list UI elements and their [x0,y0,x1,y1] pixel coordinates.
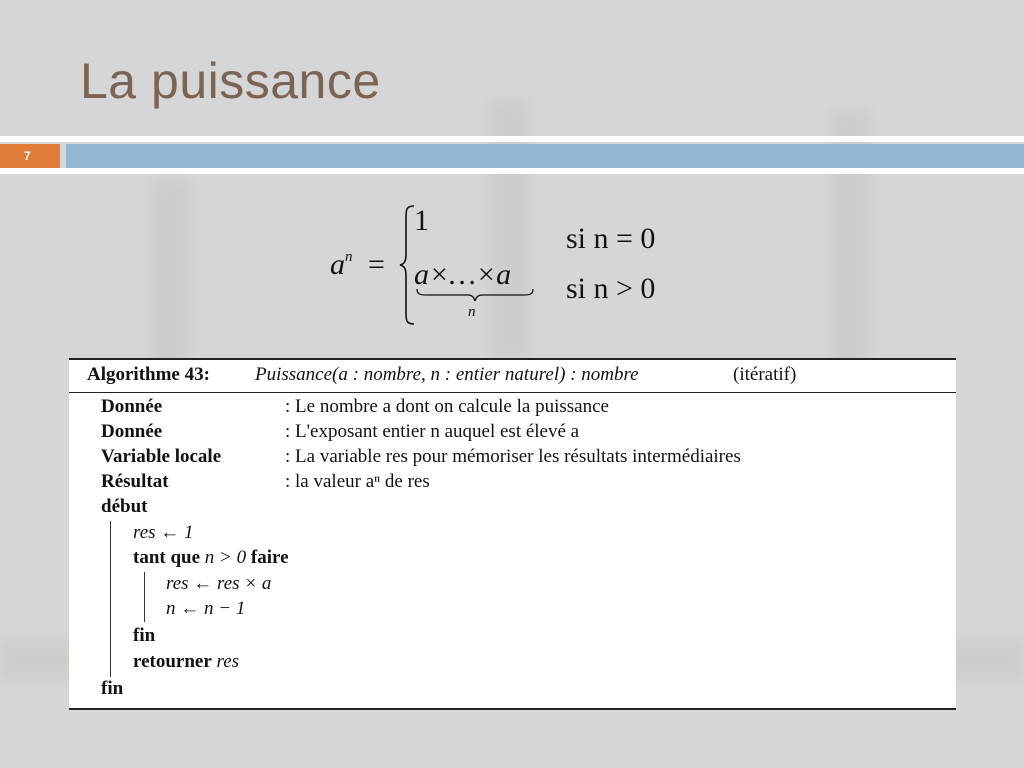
return-value: res [216,651,240,672]
power-formula [0,0,1024,340]
block-rule-inner [144,572,145,622]
declaration-label: Donnée [101,421,163,442]
algo-loop-line-1: res ← res × a [166,573,272,594]
formula-equals: = [368,248,385,281]
while-do-keyword: faire [250,547,289,568]
algo-init: res ← 1 [133,522,194,543]
formula-underbrace-label: n [468,304,476,320]
algo-while [133,547,289,569]
return-keyword: retourner [133,651,212,672]
algo-return [133,651,239,673]
declaration-desc: : Le nombre a dont on calcule la puissance [285,396,609,417]
algorithm-box [69,358,956,710]
formula-base: a [330,248,345,281]
declaration-label: Variable locale [101,446,222,467]
formula-case1-condition: si n = 0 [566,222,656,255]
formula-exponent: n [345,249,353,265]
declaration-label: Donnée [101,396,163,417]
declaration-label: Résultat [101,471,169,492]
slide-title: La puissance [80,53,381,109]
declaration-desc: : la valeur aⁿ de res [285,471,430,492]
algo-begin: début [101,496,148,517]
while-keyword: tant que [133,547,201,568]
algo-end: fin [101,678,124,699]
underbrace-icon [416,288,534,302]
formula-case1-value: 1 [414,204,429,237]
algo-loop-line-2: n ← n − 1 [166,598,246,619]
algorithm-note: (itératif) [733,364,797,385]
formula-case2-value: a×…×a [414,258,512,291]
slide-number: 7 [0,144,60,168]
algorithm-signature: Puissance(a : nombre, n : entier naturel) : nombre [255,364,639,385]
declaration-desc: : La variable res pour mémoriser les résultats intermédiaires [285,446,741,467]
algorithm-header [69,360,956,393]
block-rule-outer [110,521,111,677]
while-condition: n > 0 [204,547,247,568]
formula-lhs [330,248,353,282]
algorithm-label: Algorithme 43: [87,364,210,385]
algo-loop-end: fin [133,625,156,646]
formula-case2-condition: si n > 0 [566,272,656,305]
declaration-desc: : L'exposant entier n auquel est élevé a [285,421,580,442]
